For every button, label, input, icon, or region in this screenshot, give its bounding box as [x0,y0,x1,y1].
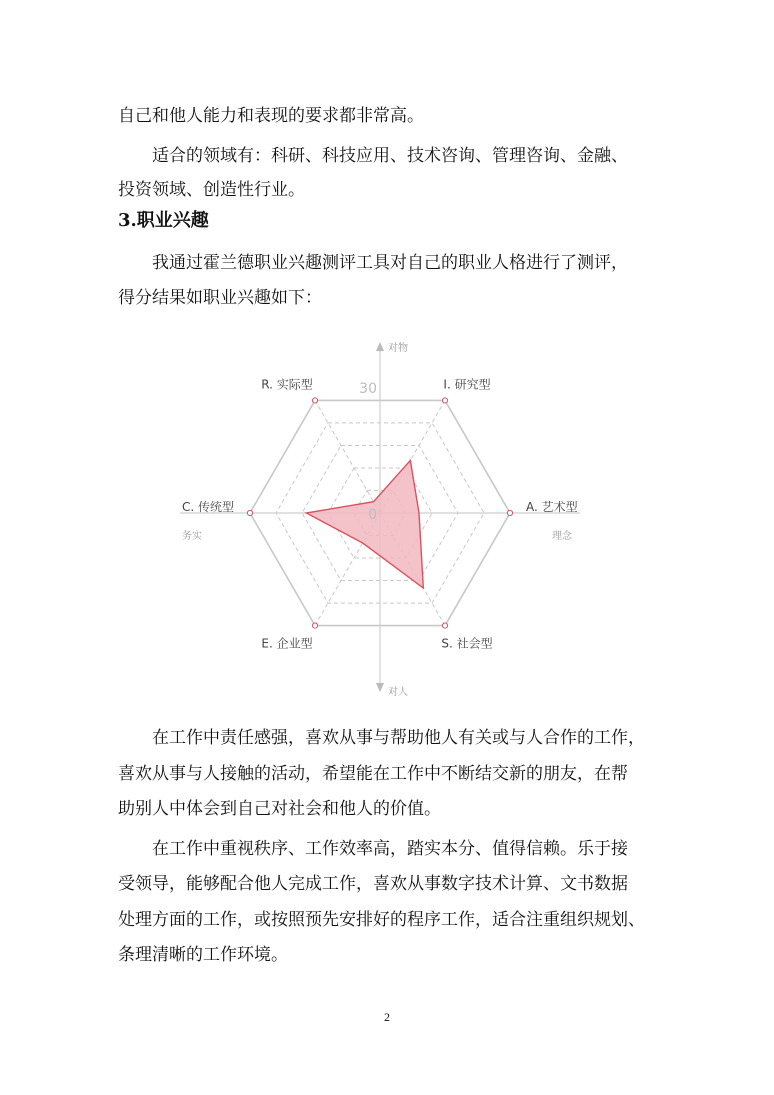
radar-vertex-dot [247,510,252,515]
quadrant-label-top: 对物 [388,343,408,354]
paragraph-line: 处理方面的工作，或按照预先安排好的程序工作，适合注重组织规划、 [118,910,645,930]
radar-axis-label: A. 艺术型 [526,500,578,514]
paragraph-line: 在工作中重视秩序、工作效率高，踏实本分、值得信赖。乐于接 [152,839,628,859]
quadrant-label-left: 务实 [182,531,202,542]
section-heading: 3.职业兴趣 [118,210,209,231]
radar-axis-label: R. 实际型 [261,377,313,392]
paragraph-line: 条理清晰的工作环境。 [118,945,288,965]
radar-tick-label: 30 [359,381,377,397]
radar-vertex-dot [312,623,317,628]
quadrant-label-bottom: 对人 [388,687,408,698]
paragraph-line: 自己和他人能力和表现的要求都非常高。 [118,106,424,126]
radar-axis-label: C. 传统型 [181,500,234,514]
radar-vertex-dot [442,398,447,403]
paragraph-line: 助别人中体会到自己对社会和他人的价值。 [118,799,441,819]
arrow-up-icon [376,342,384,351]
page-number: 2 [384,1010,390,1024]
radar-tick-label: 0 [368,507,377,523]
radar-spoke [315,400,380,513]
quadrant-label-right: 理念 [552,531,572,542]
paragraph-line: 喜欢从事与人接触的活动，希望能在工作中不断结交新的朋友，在帮 [118,764,628,784]
radar-axis-label: E. 企业型 [261,636,313,651]
radar-vertex-dot [442,623,447,628]
paragraph-line: 得分结果如职业兴趣如下： [118,288,322,308]
radar-axis-label: I. 研究型 [443,377,491,392]
radar-vertex-dot [507,510,512,515]
paragraph-line: 适合的领域有：科研、科技应用、技术咨询、管理咨询、金融、 [152,146,628,166]
radar-data-polygon [306,460,423,588]
paragraph-line: 在工作中责任感强，喜欢从事与帮助他人有关或与人合作的工作， [152,728,645,748]
radar-axis-label: S. 社会型 [441,636,493,651]
paragraph-line: 受领导，能够配合他人完成工作，喜欢从事数字技术计算、文书数据 [118,874,628,894]
radar-vertex-dot [312,398,317,403]
paragraph-line: 投资领域、创造性行业。 [118,180,305,200]
radar-chart [160,333,600,703]
arrow-down-icon [376,683,384,692]
paragraph-line: 我通过霍兰德职业兴趣测评工具对自己的职业人格进行了测评， [152,253,628,273]
